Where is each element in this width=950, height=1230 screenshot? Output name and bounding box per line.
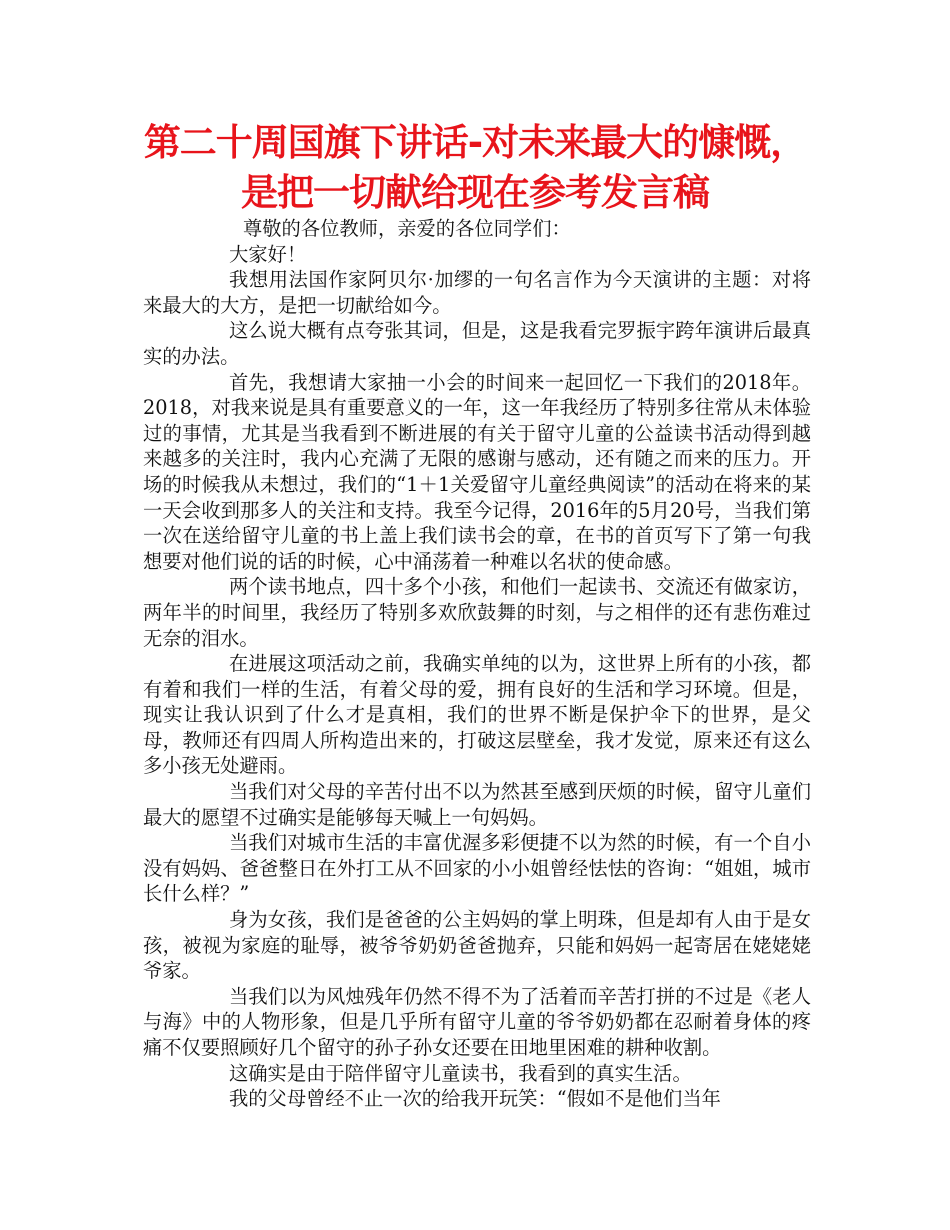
document-body	[143, 216, 811, 1112]
paragraph: 身为女孩，我们是爸爸的公主妈妈的掌上明珠，但是却有人由于是女孩，被视为家庭的耻辱，被爷爷奶奶爸爸抛弃，只能和妈妈一起寄居在姥姥姥爷家。	[143, 908, 811, 983]
title-line-2: 是把一切献给现在参考发言稿	[241, 171, 709, 214]
paragraph: 两个读书地点，四十多个小孩，和他们一起读书、交流还有做家访，两年半的时间里，我经历了特别多欢欣鼓舞的时刻，与之相伴的还有悲伤难过无奈的泪水。	[143, 575, 811, 650]
greeting: 大家好！	[229, 242, 307, 266]
title-line-1: 第二十周国旗下讲话-对未来最大的慷慨，	[143, 121, 807, 164]
paragraph: 当我们对父母的辛苦付出不以为然甚至感到厌烦的时候，留守儿童们最大的愿望不过确实是能够每天喊上一句妈妈。	[143, 780, 811, 829]
paragraph: 当我们对城市生活的丰富优渥多彩便捷不以为然的时候，有一个自小没有妈妈、爸爸整日在外打工从不回家的小小姐曾经怯怯的咨询：“姐姐，城市长什么样？”	[143, 831, 811, 906]
page-title	[120, 118, 830, 218]
paragraph: 在进展这项活动之前，我确实单纯的以为，这世界上所有的小孩，都有着和我们一样的生活，有着父母的爱，拥有良好的生活和学习环境。但是，现实让我认识到了什么才是真相，我们的世界不断是保护伞下的世界，是父母，教师还有四周人所构造出来的，打破这层壁垒，我才发觉，原来还有这么多小孩无处避雨。	[143, 652, 811, 778]
paragraph: 我想用法国作家阿贝尔·加缪的一句名言作为今天演讲的主题：对将来最大的大方，是把一切献给如今。	[143, 268, 811, 317]
salutation: 尊敬的各位教师，亲爱的各位同学们：	[243, 217, 571, 240]
paragraph: 当我们以为风烛残年仍然不得不为了活着而辛苦打拼的不过是《老人与海》中的人物形象，但是几乎所有留守儿童的爷爷奶奶都在忍耐着身体的疼痛不仅要照顾好几个留守的孙子孙女还要在田地里困难的耕种收割。	[143, 984, 811, 1059]
paragraph: 这确实是由于陪伴留守儿童读书，我看到的真实生活。	[229, 1061, 692, 1085]
paragraph: 这么说大概有点夸张其词，但是，这是我看完罗振宇跨年演讲后最真实的办法。	[143, 319, 811, 368]
paragraph: 我的父母曾经不止一次的给我开玩笑：“假如不是他们当年	[229, 1087, 721, 1111]
paragraph: 首先，我想请大家抽一小会的时间来一起回忆一下我们的2018年。2018，对我来说是具有重要意义的一年，这一年我经历了特别多往常从未体验过的事情，尤其是当我看到不断进展的有关于留守儿童的公益读书活动得到越来越多的关注时，我内心充满了无限的感谢与感动，还有随之而来的压力。开场的时候我从未想过，我们的“1＋1关爱留守儿童经典阅读”的活动在将来的某一天会收到那多人的关注和支持。我至今记得，2016年的5月20号，当我们第一次在送给留守儿童的书上盖上我们读书会的章，在书的首页写下了第一句我想要对他们说的话的时候，心中涌荡着一种难以名状的使命感。	[143, 370, 811, 573]
